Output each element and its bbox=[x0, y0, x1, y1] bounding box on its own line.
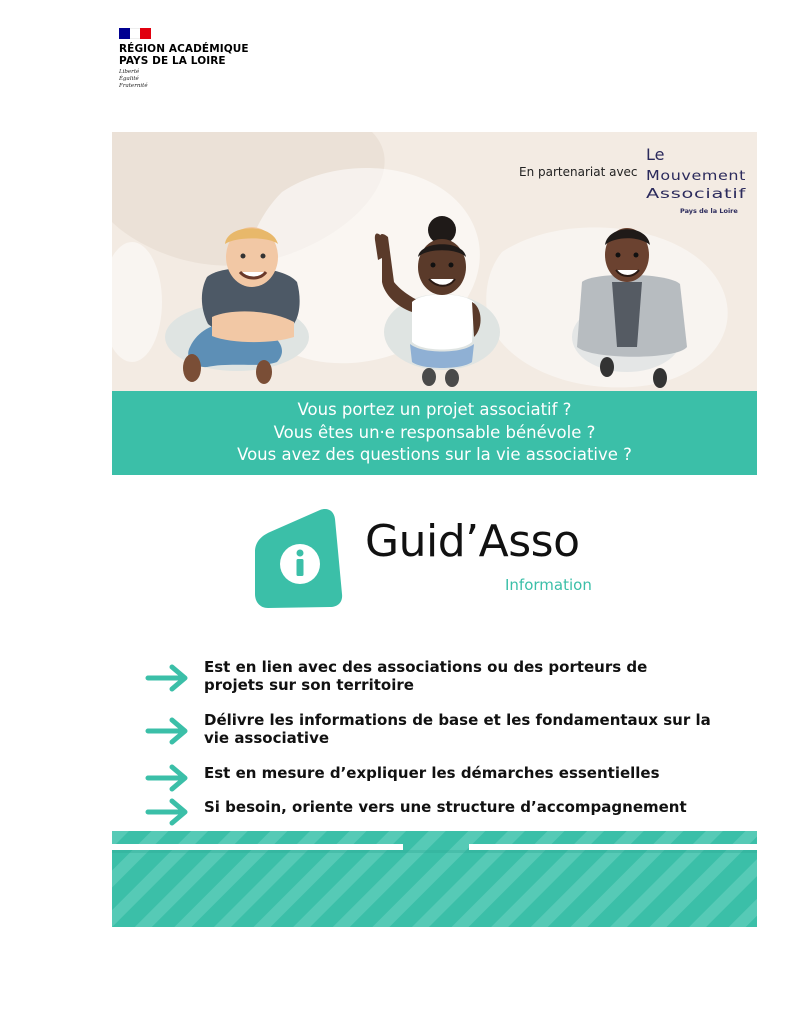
list-item-text bbox=[204, 658, 734, 694]
question-3: Vous avez des questions sur la vie associative ? bbox=[237, 445, 632, 464]
info-icon bbox=[250, 504, 345, 612]
motto-fraternite: Fraternité bbox=[119, 83, 148, 89]
guidasso-title: Guid’Asso bbox=[365, 516, 580, 567]
logo-region: Pays de la Loire bbox=[680, 207, 738, 215]
list-item-line-1: Est en mesure d’expliquer les démarches essentielles bbox=[204, 764, 660, 782]
list-item-line-2: projets sur son territoire bbox=[204, 676, 414, 694]
list-item-text bbox=[204, 764, 734, 782]
question-1: Vous portez un projet associatif ? bbox=[297, 400, 572, 419]
region-name bbox=[119, 43, 319, 67]
hero-banner bbox=[112, 132, 757, 475]
logo-word-mouvement: Mouvement bbox=[646, 169, 746, 184]
footer-band bbox=[112, 831, 757, 927]
question-2: Vous êtes un·e responsable bénévole ? bbox=[273, 422, 596, 442]
french-flag-icon bbox=[119, 28, 151, 39]
arrow-right-icon bbox=[144, 764, 190, 792]
arrow-right-icon bbox=[144, 664, 190, 692]
arrow-right-icon bbox=[144, 798, 190, 826]
logo-word-le: Le bbox=[646, 145, 665, 164]
motto-liberte: Liberté bbox=[119, 69, 140, 75]
list-item-text bbox=[204, 711, 734, 747]
list-item-line-1: Est en lien avec des associations ou des porteurs de bbox=[204, 658, 648, 676]
republic-motto bbox=[119, 69, 199, 90]
motto-egalite: Égalité bbox=[119, 76, 139, 82]
list-item-line-1: Si besoin, oriente vers une structure d’accompagnement bbox=[204, 798, 687, 816]
arrow-right-icon bbox=[144, 717, 190, 745]
partner-text: En partenariat avec bbox=[519, 165, 638, 179]
list-item-line-1: Délivre les informations de base et les fondamentaux sur la bbox=[204, 711, 711, 729]
guidasso-subtitle: Information bbox=[505, 576, 592, 594]
region-line-1: RÉGION ACADÉMIQUE bbox=[119, 43, 249, 55]
questions-band bbox=[112, 391, 757, 475]
list-item-line-2: vie associative bbox=[204, 729, 330, 747]
list-item-text bbox=[204, 798, 734, 816]
logo-word-associatif: Associatif bbox=[646, 187, 746, 202]
le-mouvement-associatif-logo bbox=[642, 140, 748, 220]
region-line-2: PAYS DE LA LOIRE bbox=[119, 55, 226, 67]
